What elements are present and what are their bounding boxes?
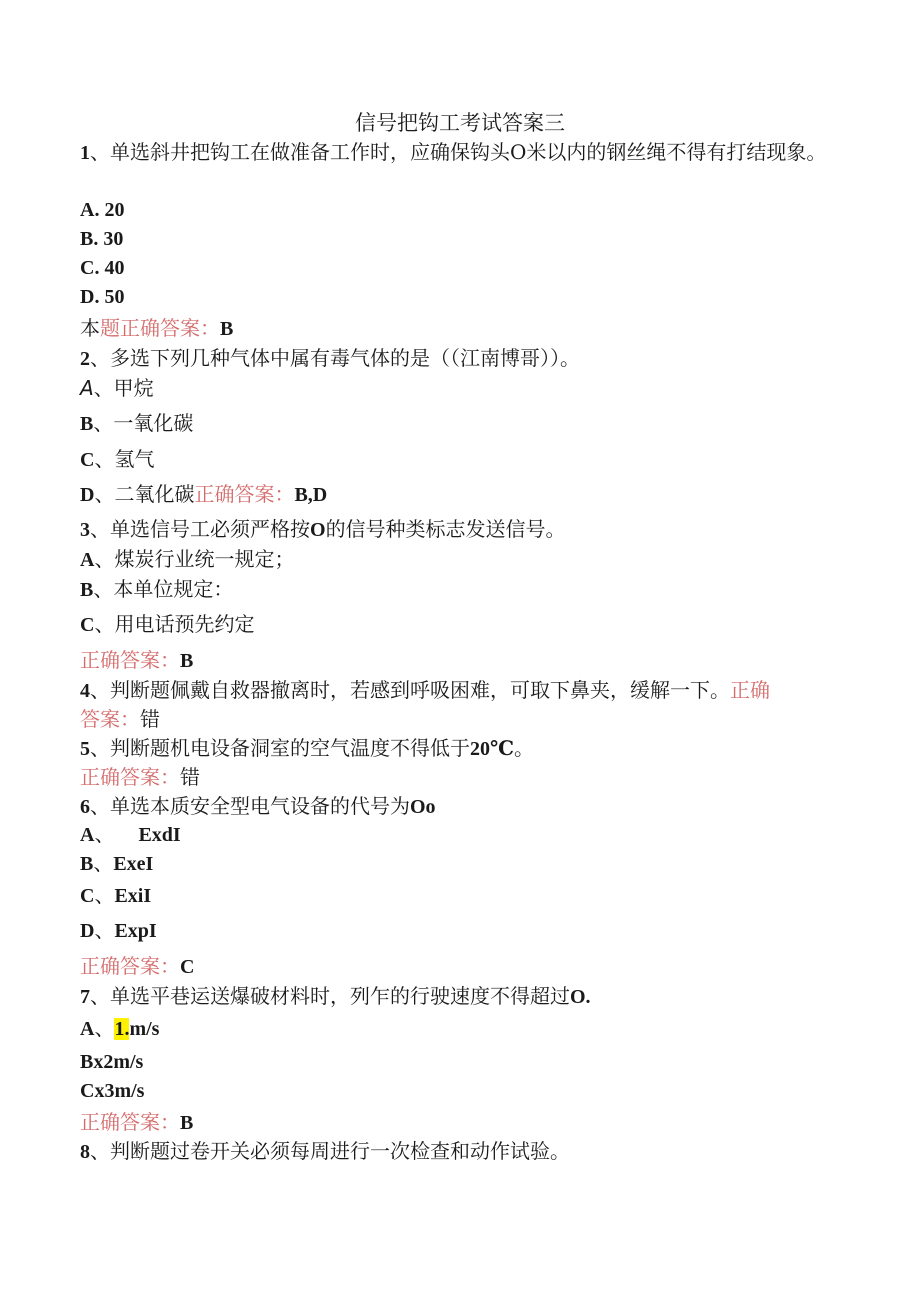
answer-label: 题正确答案：	[100, 316, 220, 340]
question-3: 3、单选信号工必须严格按O的信号种类标志发送信号。	[80, 517, 566, 541]
q2-option-d-answer: D、二氧化碳正确答案：B,D	[80, 482, 328, 506]
question-number: 1	[80, 142, 90, 164]
answer-label: 正确答案：	[80, 1110, 180, 1134]
answer-label: 正确答案：	[80, 954, 180, 978]
answer-label: 正确答案：	[80, 648, 180, 672]
answer-label: 正确答案：	[194, 482, 295, 506]
question-text: 、单选斜井把钩工在做准备工作时，应确保钩头O米以内的钢丝绳不得有打结现象。	[90, 140, 827, 164]
answer-value: B	[220, 318, 234, 340]
question-8: 8、判断题过卷开关必须每周进行一次检查和动作试验。	[80, 1139, 570, 1163]
document-title: 信号把钩工考试答案三	[355, 111, 565, 135]
q7-answer	[80, 1108, 193, 1138]
q2-option-b: B、一氧化碳	[80, 411, 194, 435]
q7-option-a: A、1.m/s	[80, 1018, 160, 1040]
q3-answer	[80, 646, 193, 676]
q1-option-a: A. 20	[80, 199, 125, 221]
q3-option-a: A、煤炭行业统一规定；	[80, 547, 295, 571]
q7-option-b: Bx2m/s	[80, 1051, 144, 1073]
question-7: 7、单选平巷运送爆破材料时，列乍的行驶速度不得超过O.	[80, 984, 591, 1008]
q7-option-c: Cx3m/s	[80, 1080, 145, 1102]
answer-value: 错	[140, 707, 160, 731]
q1-option-c: C. 40	[80, 257, 125, 279]
answer-value: B	[180, 650, 194, 672]
question-2: 2、多选下列几种气体中属有毒气体的是（（江南博哥））。	[80, 346, 580, 370]
q2-option-c: C、氢气	[80, 447, 155, 471]
q6-option-c: C、ExiI	[80, 885, 152, 907]
answer-label: 正确答案：	[80, 765, 180, 789]
q1-option-b: B. 30	[80, 228, 124, 250]
answer-value: 错	[180, 765, 200, 789]
answer-label: 答案：	[80, 707, 140, 731]
question-5: 5、判断题机电设备洞室的空气温度不得低于20℃。	[80, 736, 534, 760]
q3-option-c: C、用电话预先约定	[80, 612, 255, 636]
q6-answer	[80, 952, 194, 982]
q5-answer	[80, 763, 200, 792]
highlight-mark: 1.	[114, 1018, 130, 1040]
q6-option-a: A、 ExdI	[80, 824, 181, 846]
answer-value: B	[180, 1112, 194, 1134]
q6-option-b: B、ExeI	[80, 853, 154, 875]
q4-answer	[80, 705, 160, 734]
answer-value: C	[180, 956, 195, 978]
answer-value: B,D	[294, 484, 328, 506]
q1-answer: 本题正确答案：B	[80, 316, 234, 340]
q2-option-a: A、甲烷	[80, 376, 154, 400]
q6-option-d: D、ExpI	[80, 920, 157, 942]
q1-option-d: D. 50	[80, 286, 125, 308]
question-6: 6、单选本质安全型电气设备的代号为Oo	[80, 794, 436, 818]
question-1	[80, 138, 840, 168]
question-4: 4、判断题佩戴自救器撤离时，若感到呼吸困难，可取下鼻夹，缓解一下。正确	[80, 678, 770, 702]
q3-option-b: B、本单位规定：	[80, 577, 234, 601]
